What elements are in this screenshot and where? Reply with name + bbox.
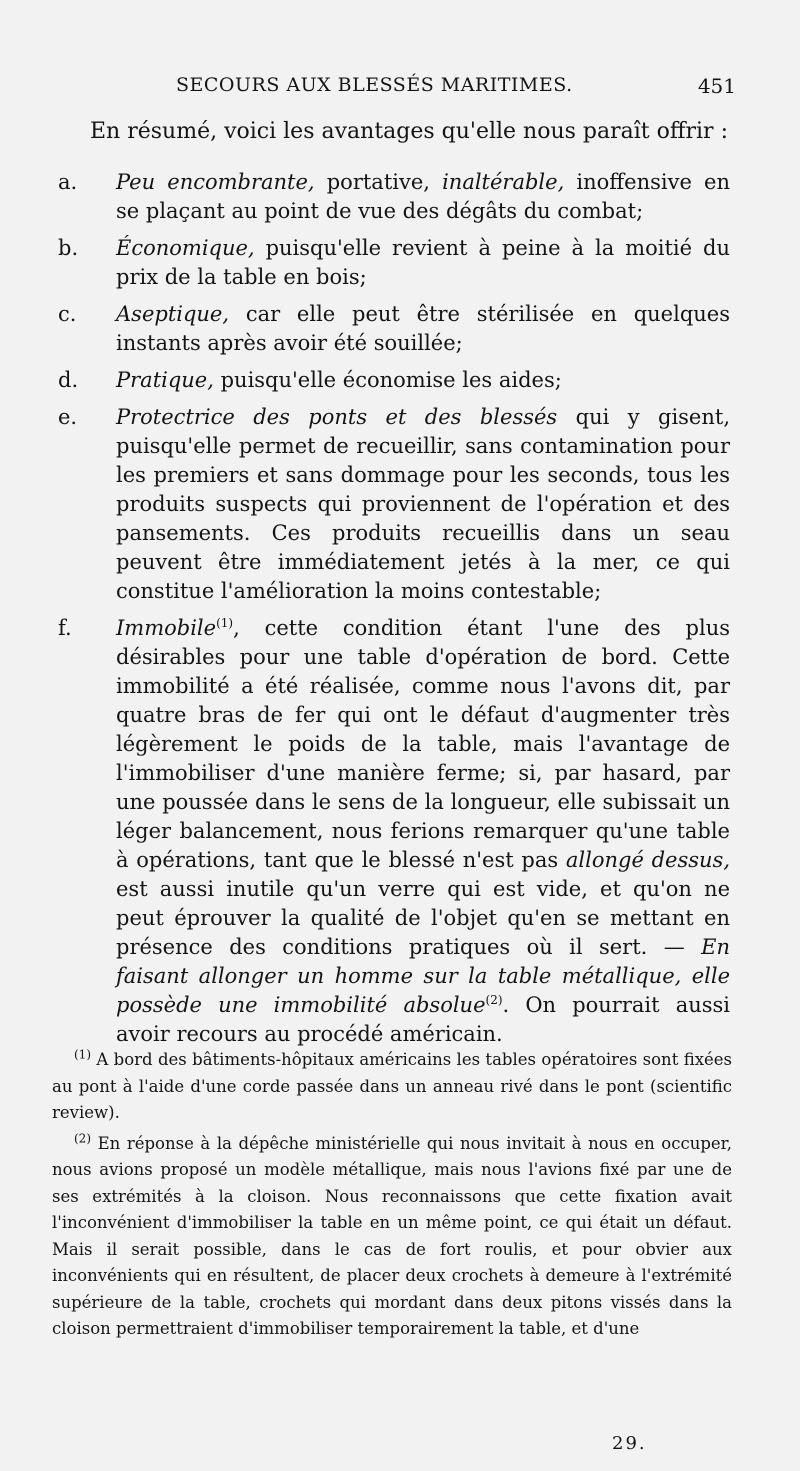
item-text-2: est aussi inutile qu'un verre qui est vide, et qu'on ne peut éprouver la qualité de l'objet qu'en se mettant en présence des conditions pratiques où il sert. — bbox=[116, 877, 730, 959]
item-text: qui y gisent, puisqu'elle permet de recueillir, sans contamination pour les premiers et sans dommage pour les seconds, tous les produits suspects qui proviennent de l'opération et des pansements. Ces produits recueillis dans un seau peuvent être immédiatement jetés à la mer, ce qui constitue l'amélioration la moins contestable; bbox=[116, 405, 730, 603]
item-text: puisqu'elle économise les aides; bbox=[213, 368, 562, 392]
list-item-c bbox=[58, 300, 730, 358]
list-item-b bbox=[58, 234, 730, 292]
footnote-ref-2: (2) bbox=[485, 993, 503, 1007]
item-term: Peu encombrante, bbox=[116, 170, 315, 194]
item-text: portative, bbox=[314, 170, 443, 194]
list-item-d bbox=[58, 366, 730, 395]
item-text-3: . On pourrait aussi avoir recours au procédé américain. bbox=[116, 993, 731, 1046]
item-term: Économique, bbox=[116, 236, 255, 260]
item-term-2: inaltérable, bbox=[442, 170, 565, 194]
footnote-2 bbox=[52, 1131, 732, 1343]
item-letter: c. bbox=[58, 302, 77, 326]
item-letter: f. bbox=[58, 616, 72, 640]
item-term-3: En faisant allonger un homme sur la table métallique, elle possède une immobilité absolue bbox=[116, 935, 730, 1017]
item-letter: e. bbox=[58, 405, 78, 429]
item-term: Protectrice des ponts et des blessés bbox=[116, 405, 558, 429]
signature-mark: 29. bbox=[612, 1433, 647, 1454]
footnote-text: En réponse à la dépêche ministérielle qui nous invitait à nous en occuper, nous avions proposé un modèle métallique, mais nous l'avions fixé par une de ses extrémités à la cloison. Nous reconnaissons que cette fixation avait l'inconvénient d'immobiliser la table en un même point, ce qui était un défaut. Mais il serait possible, dans le cas de fort roulis, et pour obvier aux inconvénients qui en résultent, de placer deux crochets à demeure à l'extrémité supérieure de la table, crochets qui mordant dans deux pitons vissés dans la cloison permettraient d'immobiliser temporairement la table, et d'une bbox=[52, 1133, 732, 1338]
item-text: , cette condition étant l'une des plus désirables pour une table d'opération de bord. Cette immobilité a été réalisée, comme nous l'avons dit, par quatre bras de fer qui ont le défaut d'augmenter très légèrement le poids de la table, mais l'avantage de l'immobiliser d'une manière ferme; si, par hasard, par une poussée dans le sens de la longueur, elle subissait un léger balancement, nous ferions remarquer qu'une table à opérations, tant que le blessé n'est pas bbox=[116, 616, 730, 872]
footnotes bbox=[52, 1047, 732, 1343]
advantages-list bbox=[58, 168, 730, 1057]
intro-line: En résumé, voici les avantages qu'elle nous paraît offrir : bbox=[90, 119, 728, 144]
list-item-a bbox=[58, 168, 730, 226]
footnote-1 bbox=[52, 1047, 732, 1127]
footnote-text: A bord des bâtiments-hôpitaux américains les tables opératoires sont fixées au pont à l'aide d'une corde passée dans un anneau rivé dans le pont (scientific review). bbox=[52, 1050, 732, 1122]
item-term: Immobile bbox=[116, 616, 217, 640]
item-term: Pratique, bbox=[116, 368, 214, 392]
footnote-marker: (1) bbox=[74, 1047, 91, 1062]
page-number: 451 bbox=[697, 74, 736, 98]
footnote-marker: (2) bbox=[74, 1131, 91, 1145]
item-text: car elle peut être stérilisée en quelques instants après avoir été souillée; bbox=[116, 302, 730, 355]
item-letter: d. bbox=[58, 368, 79, 392]
item-text: puisqu'elle revient à peine à la moitié du prix de la table en bois; bbox=[116, 236, 730, 289]
running-title: SECOURS AUX BLESSÉS MARITIMES. bbox=[176, 74, 573, 96]
item-text-2: inoffensive en se plaçant au point de vue des dégâts du combat; bbox=[116, 170, 730, 223]
list-item-e bbox=[58, 403, 730, 606]
running-head bbox=[176, 74, 736, 104]
item-term: Aseptique, bbox=[116, 302, 230, 326]
item-term-2: allongé dessus, bbox=[565, 848, 730, 872]
list-item-f bbox=[58, 614, 730, 1049]
item-letter: a. bbox=[58, 170, 78, 194]
item-letter: b. bbox=[58, 236, 79, 260]
footnote-ref-1: (1) bbox=[216, 616, 234, 630]
